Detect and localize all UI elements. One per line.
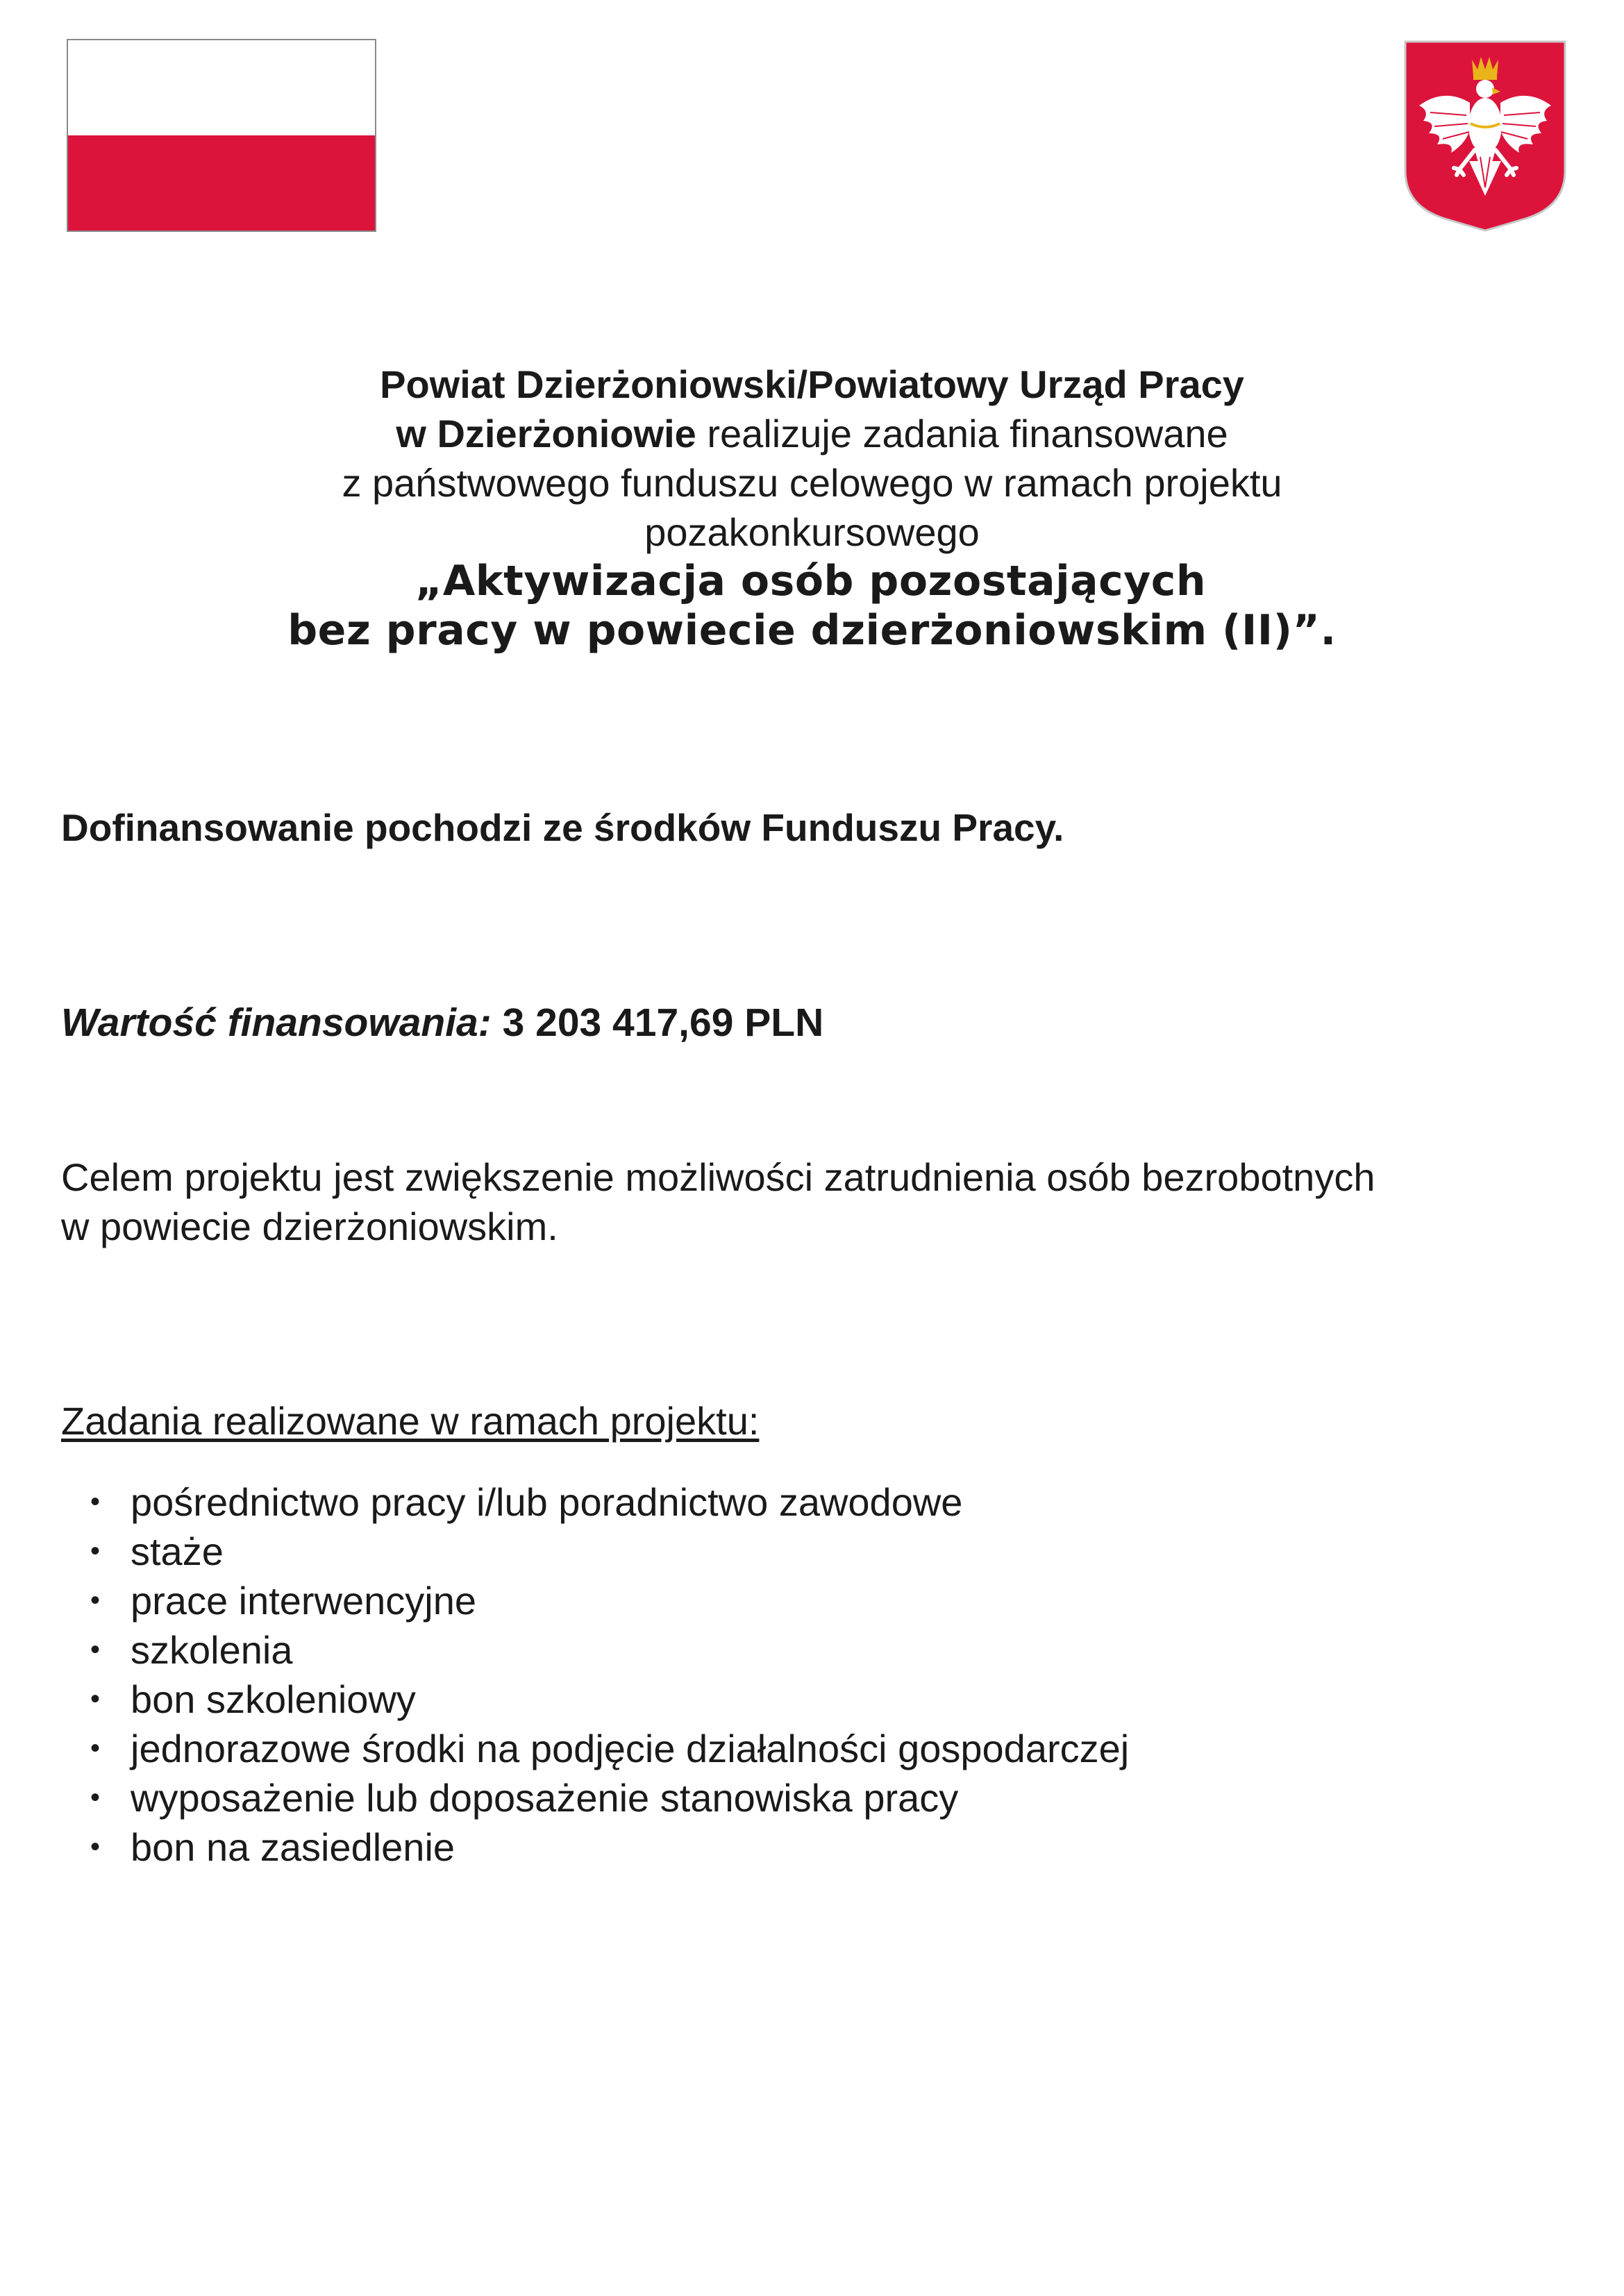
bullet-icon: •: [90, 1782, 101, 1813]
funding-source: Dofinansowanie pochodzi ze środków Funduszu Pracy.: [61, 806, 1064, 849]
header-line-3: z państwowego funduszu celowego w ramach projektu: [342, 461, 1282, 505]
project-title-line-2: bez pracy w powiecie dzierżoniowskim (II)”.: [287, 606, 1337, 655]
project-header: [0, 360, 1624, 655]
project-goal-line-2: w powiecie dzierżoniowskim.: [61, 1205, 558, 1248]
flag-red-stripe: [68, 135, 375, 231]
polish-eagle-emblem-icon: [1403, 39, 1568, 232]
bullet-icon: •: [90, 1486, 101, 1517]
flag-white-stripe: [68, 40, 375, 135]
header-line-2-bold: w Dzierżoniowie: [396, 412, 696, 455]
project-title-line-1: „Aktywizacja osób pozostających: [415, 557, 1207, 605]
list-item: [90, 1724, 1129, 1773]
funding-value: [61, 1000, 823, 1046]
list-item: [90, 1773, 1129, 1822]
tasks-heading: Zadania realizowane w ramach projektu:: [61, 1399, 760, 1443]
list-item-label: wyposażenie lub doposażenie stanowiska pracy: [131, 1776, 959, 1820]
header-line-1: Powiat Dzierżoniowski/Powiatowy Urząd Pracy: [380, 362, 1244, 406]
header-line-2-rest: realizuje zadania finansowane: [696, 412, 1228, 455]
polish-flag-icon: [67, 39, 376, 232]
list-item-label: bon na zasiedlenie: [131, 1825, 455, 1869]
tasks-list: [90, 1477, 1129, 1872]
list-item-label: staże: [131, 1530, 224, 1573]
header-line-4: pozakonkursowego: [644, 510, 980, 554]
list-item: [90, 1477, 1129, 1527]
bullet-icon: •: [90, 1832, 101, 1862]
list-item: [90, 1527, 1129, 1576]
project-goal: [61, 1153, 1589, 1251]
funding-value-amount: 3 203 417,69 PLN: [491, 1000, 824, 1045]
header-line-2: [0, 409, 1624, 458]
bullet-icon: •: [90, 1634, 101, 1665]
list-item: [90, 1576, 1129, 1625]
list-item-label: szkolenia: [131, 1628, 293, 1672]
bullet-icon: •: [90, 1684, 101, 1714]
list-item-label: prace interwencyjne: [131, 1579, 477, 1623]
funding-value-label: Wartość finansowania:: [61, 1000, 492, 1045]
bullet-icon: •: [90, 1536, 101, 1566]
project-goal-line-1: Celem projektu jest zwiększenie możliwości zatrudnienia osób bezrobotnych: [61, 1155, 1375, 1199]
list-item: [90, 1625, 1129, 1675]
bullet-icon: •: [90, 1733, 101, 1763]
list-item-label: pośrednictwo pracy i/lub poradnictwo zawodowe: [131, 1480, 963, 1524]
bullet-icon: •: [90, 1585, 101, 1616]
list-item-label: jednorazowe środki na podjęcie działalności gospodarczej: [131, 1727, 1130, 1770]
list-item-label: bon szkoleniowy: [131, 1677, 416, 1721]
list-item: [90, 1822, 1129, 1872]
list-item: [90, 1675, 1129, 1724]
